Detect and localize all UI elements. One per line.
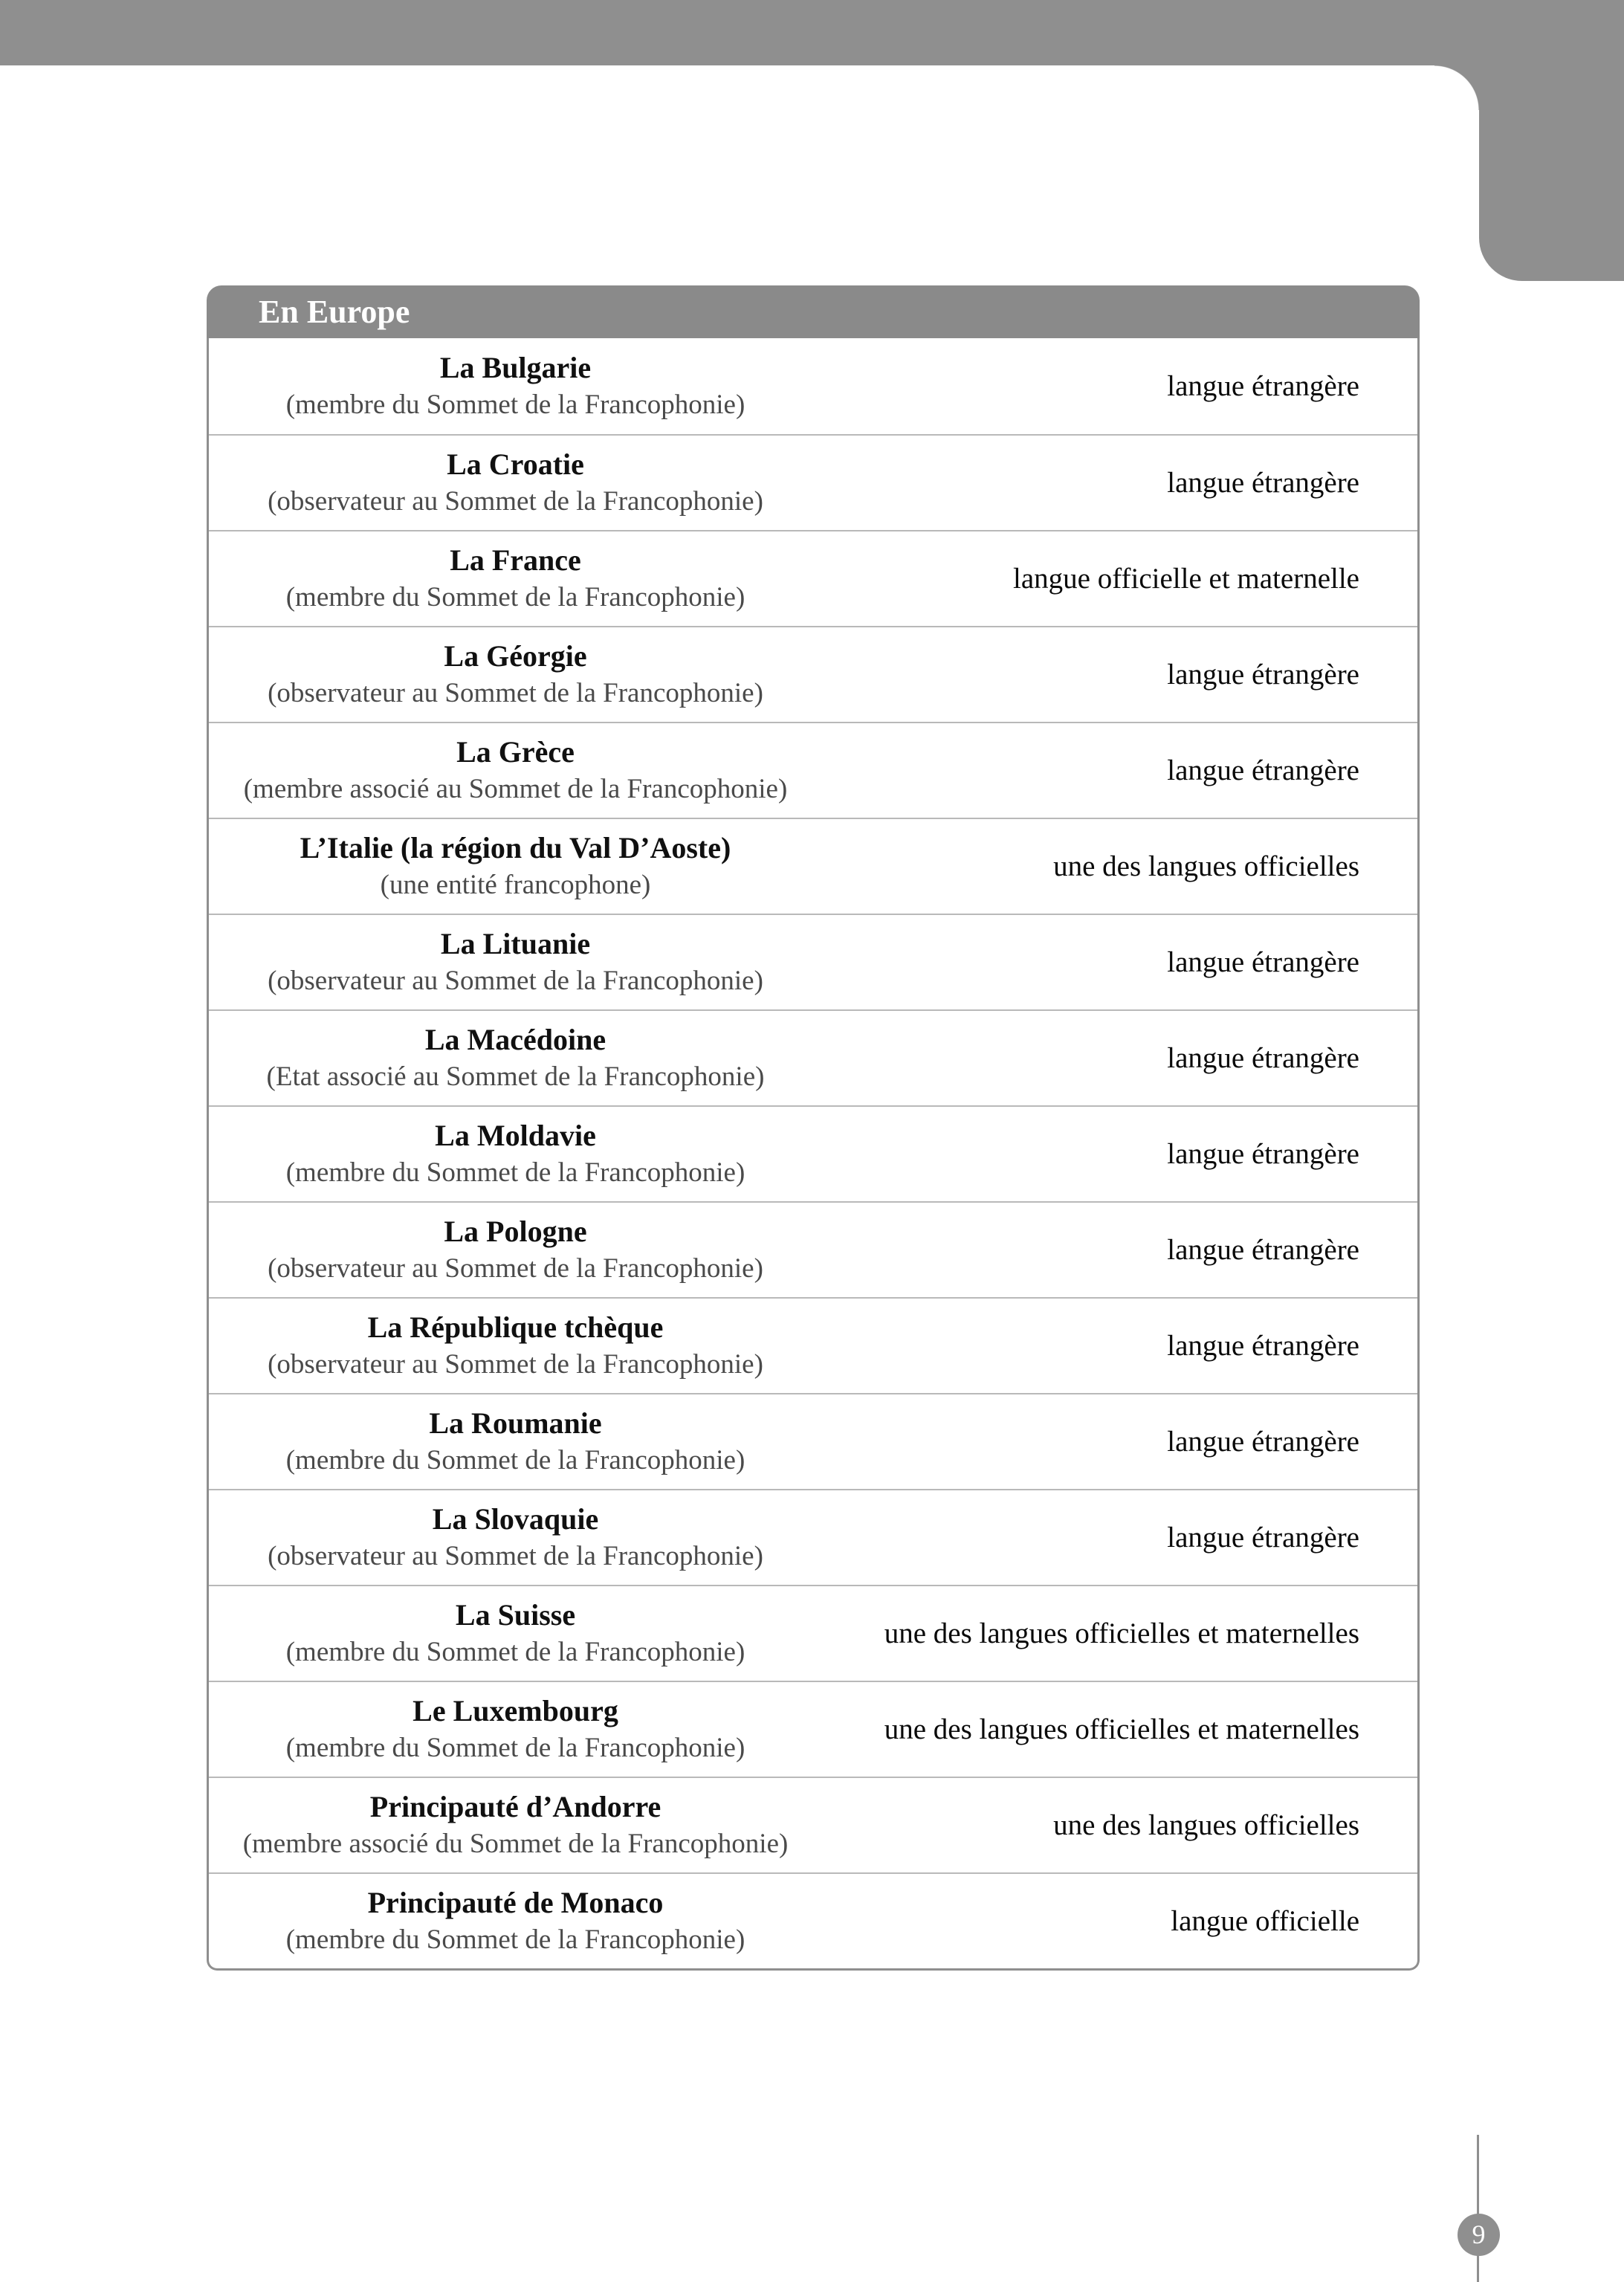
table-row (209, 1681, 1417, 1777)
membership-note: (membre associé du Sommet de la Francophonie) (242, 1829, 789, 1860)
language-status: langue étrangère (1167, 1330, 1359, 1362)
language-status: langue étrangère (1167, 1138, 1359, 1170)
membership-note: (membre du Sommet de la Francophonie) (285, 1733, 745, 1764)
table-row (209, 722, 1417, 818)
membership-note: (membre du Sommet de la Francophonie) (285, 1637, 745, 1668)
table-row (209, 1489, 1417, 1585)
country-cell (209, 1791, 813, 1860)
country-cell (209, 1407, 813, 1476)
membership-note: (membre du Sommet de la Francophonie) (285, 390, 745, 421)
table-row (209, 530, 1417, 626)
country-cell (209, 1215, 813, 1284)
language-status: langue étrangère (1167, 467, 1359, 499)
table-body (207, 338, 1420, 1971)
country-name: La Moldavie (435, 1119, 596, 1153)
membership-note: (observateur au Sommet de la Francophonie) (268, 678, 763, 709)
country-cell (209, 544, 813, 613)
country-cell (209, 448, 813, 517)
language-status: langue étrangère (1167, 754, 1359, 786)
table-row (209, 1297, 1417, 1393)
table-row (209, 914, 1417, 1009)
membership-note: (membre du Sommet de la Francophonie) (285, 1924, 745, 1956)
right-banner (1479, 0, 1624, 281)
membership-note: (membre associé au Sommet de la Francophonie) (243, 774, 788, 805)
table-row (209, 1009, 1417, 1105)
language-status: langue étrangère (1167, 1234, 1359, 1266)
language-status: langue étrangère (1167, 946, 1359, 978)
table-row (209, 1872, 1417, 1968)
membership-note: (observateur au Sommet de la Francophonie) (268, 1253, 763, 1284)
language-status: langue étrangère (1167, 1426, 1359, 1458)
membership-note: (membre du Sommet de la Francophonie) (285, 582, 745, 613)
table-row (209, 338, 1417, 434)
country-cell (209, 1311, 813, 1380)
country-name: La Roumanie (429, 1406, 602, 1441)
language-status: langue étrangère (1167, 659, 1359, 691)
table-row (209, 626, 1417, 722)
language-status: langue officielle et maternelle (1013, 563, 1359, 595)
country-name: La République tchèque (367, 1310, 664, 1345)
membership-note: (observateur au Sommet de la Francophonie) (268, 1349, 763, 1380)
language-status: langue étrangère (1167, 370, 1359, 402)
top-banner (0, 0, 1624, 65)
country-name: La Géorgie (444, 639, 587, 673)
table-row (209, 1201, 1417, 1297)
language-status: langue étrangère (1167, 1042, 1359, 1074)
country-name: La Lituanie (440, 927, 591, 961)
country-cell (209, 832, 813, 901)
table-row (209, 1585, 1417, 1681)
membership-note: (Etat associé au Sommet de la Francophonie) (266, 1061, 765, 1093)
country-cell (209, 736, 813, 805)
country-name: La Bulgarie (439, 351, 592, 385)
country-name: La France (450, 543, 581, 578)
language-status: une des langues officielles (1053, 850, 1359, 882)
country-name: Principauté de Monaco (367, 1886, 664, 1920)
country-cell (209, 1503, 813, 1572)
membership-note: (observateur au Sommet de la Francophonie) (268, 486, 763, 517)
table-row (209, 1393, 1417, 1489)
table-row (209, 1777, 1417, 1872)
table-row (209, 434, 1417, 530)
membership-note: (observateur au Sommet de la Francophonie) (268, 1541, 763, 1572)
country-cell (209, 1887, 813, 1956)
language-status: langue étrangère (1167, 1522, 1359, 1554)
country-name: La Slovaquie (432, 1502, 599, 1536)
country-name: La Pologne (444, 1215, 587, 1249)
country-name: La Suisse (455, 1598, 576, 1632)
language-status: une des langues officielles (1053, 1809, 1359, 1841)
table-title: En Europe (207, 285, 1420, 338)
page-number: 9 (1458, 2214, 1500, 2256)
membership-note: (observateur au Sommet de la Francophonie) (268, 966, 763, 997)
country-name: Principauté d’Andorre (369, 1790, 661, 1824)
banner-corner-curve (1434, 65, 1479, 110)
country-cell (209, 1119, 813, 1189)
country-cell (209, 1695, 813, 1764)
table-row (209, 818, 1417, 914)
country-name: La Croatie (447, 447, 584, 482)
europe-language-table (207, 285, 1420, 1971)
country-cell (209, 640, 813, 709)
membership-note: (membre du Sommet de la Francophonie) (285, 1157, 745, 1189)
country-name: La Grèce (456, 735, 575, 769)
membership-note: (membre du Sommet de la Francophonie) (285, 1445, 745, 1476)
country-name: Le Luxembourg (413, 1694, 618, 1728)
country-name: L’Italie (la région du Val D’Aoste) (300, 831, 731, 865)
language-status: une des langues officielles et maternelles (884, 1617, 1359, 1649)
language-status: une des langues officielles et maternelles (884, 1713, 1359, 1745)
country-name: La Macédoine (424, 1023, 606, 1057)
table-row (209, 1105, 1417, 1201)
country-cell (209, 1599, 813, 1668)
country-cell (209, 928, 813, 997)
country-cell (209, 1024, 813, 1093)
footer-rule (1477, 2135, 1479, 2282)
country-cell (209, 352, 813, 421)
language-status: langue officielle (1171, 1905, 1359, 1937)
membership-note: (une entité francophone) (380, 870, 651, 901)
